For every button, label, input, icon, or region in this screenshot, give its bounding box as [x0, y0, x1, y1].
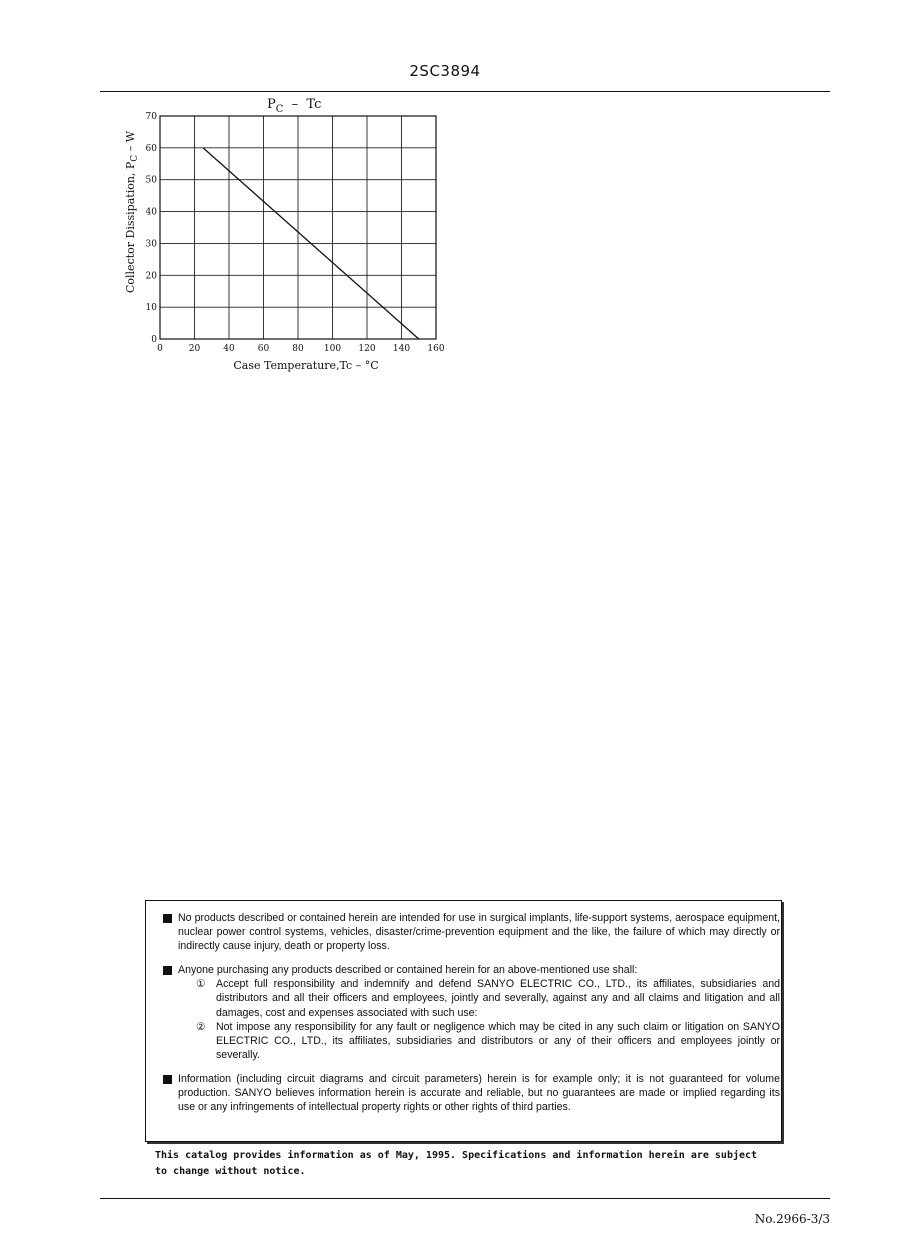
y-tick-label: 0 [151, 335, 157, 345]
y-tick-label: 50 [145, 175, 157, 186]
y-tick-label: 10 [145, 303, 157, 314]
x-tick-label: 60 [257, 344, 270, 354]
circled-two-marker: ② [196, 1020, 206, 1033]
x-tick-label: 140 [392, 344, 411, 354]
x-tick-label: 80 [292, 344, 304, 354]
notice-item-1-text: No products described or contained herein are intended for use in surgical implants, life-support systems, aerospace equipment, nuclear power control systems, vehicles, disaster/crime-prevention equipment and the like, the failure of which may directly or indirectly cause injury, death or property loss. [178, 912, 780, 953]
chart-title-main: P [267, 97, 276, 112]
y-axis-label-main: Collector Dissipation, P [124, 161, 137, 294]
notice-item-2-sub-1-text: Accept full responsibility and indemnify and defend SANYO ELECTRIC CO., LTD., its affiliates, subsidiaries and distributors and all their officers and employees, jointly and severally, against any and all claims and litigation and all damages, cost and expenses associated with such use: [216, 978, 780, 1019]
notice-item-3-text: Information (including circuit diagrams and circuit parameters) herein is for example only; it is not guaranteed for volume production. SANYO believes information herein is accurate and reliable, but no guarantees are made or implied regarding its use or any infringements of intellectual property rights or other rights of third parties. [178, 1073, 780, 1114]
x-tick-label: 40 [223, 344, 235, 354]
notice-item-3 [178, 1072, 780, 1115]
y-tick-label: 20 [145, 271, 157, 282]
part-number-title: 2SC3894 [409, 62, 481, 80]
notice-box [145, 900, 782, 1142]
plot-area [146, 112, 445, 354]
y-axis-label [124, 130, 140, 293]
y-tick-label: 40 [145, 207, 157, 218]
y-tick-label: 30 [145, 239, 157, 250]
x-tick-label: 120 [358, 344, 376, 354]
y-tick-label: 70 [145, 112, 157, 122]
document-number: No.2966-3/3 [754, 1212, 830, 1226]
footer-rule [100, 1198, 830, 1199]
notice-item-2 [178, 963, 780, 1062]
pc-tc-chart [110, 92, 460, 382]
y-tick-label: 60 [145, 143, 157, 154]
chart-title-sub: C [275, 104, 284, 115]
y-axis-label-sub: C [130, 154, 140, 162]
x-tick-label: 20 [188, 344, 201, 354]
notice-item-2-sub-2-text: Not impose any responsibility for any fault or negligence which may be cited in any such claim or litigation on SANYO ELECTRIC CO., LTD., its affiliates, subsidiaries and distributors or any of their officers and employees jointly or severally. [216, 1020, 780, 1062]
y-axis-label-rest: – W [124, 130, 137, 155]
notice-item-2-intro: Anyone purchasing any products described or contained herein for an above-mentioned use shall: [178, 964, 638, 976]
catalog-note: This catalog provides information as of May, 1995. Specifications and information herein are subject to change without notice. [155, 1150, 758, 1177]
notice-item-2-sub-1 [178, 977, 780, 1020]
chart-title-rest: – Tc [283, 97, 322, 112]
chart-title [267, 97, 321, 115]
x-tick-label: 0 [157, 344, 163, 354]
bullet-square [163, 966, 172, 975]
x-tick-label: 160 [427, 344, 445, 354]
notice-item-2-sub-2 [178, 1020, 780, 1063]
x-tick-label: 100 [323, 344, 342, 354]
x-axis-label: Case Temperature,Tc – °C [233, 359, 379, 372]
circled-one-marker: ① [196, 978, 206, 991]
bullet-square [163, 914, 172, 923]
notice-item-1 [178, 911, 780, 954]
bullet-square [163, 1075, 172, 1084]
